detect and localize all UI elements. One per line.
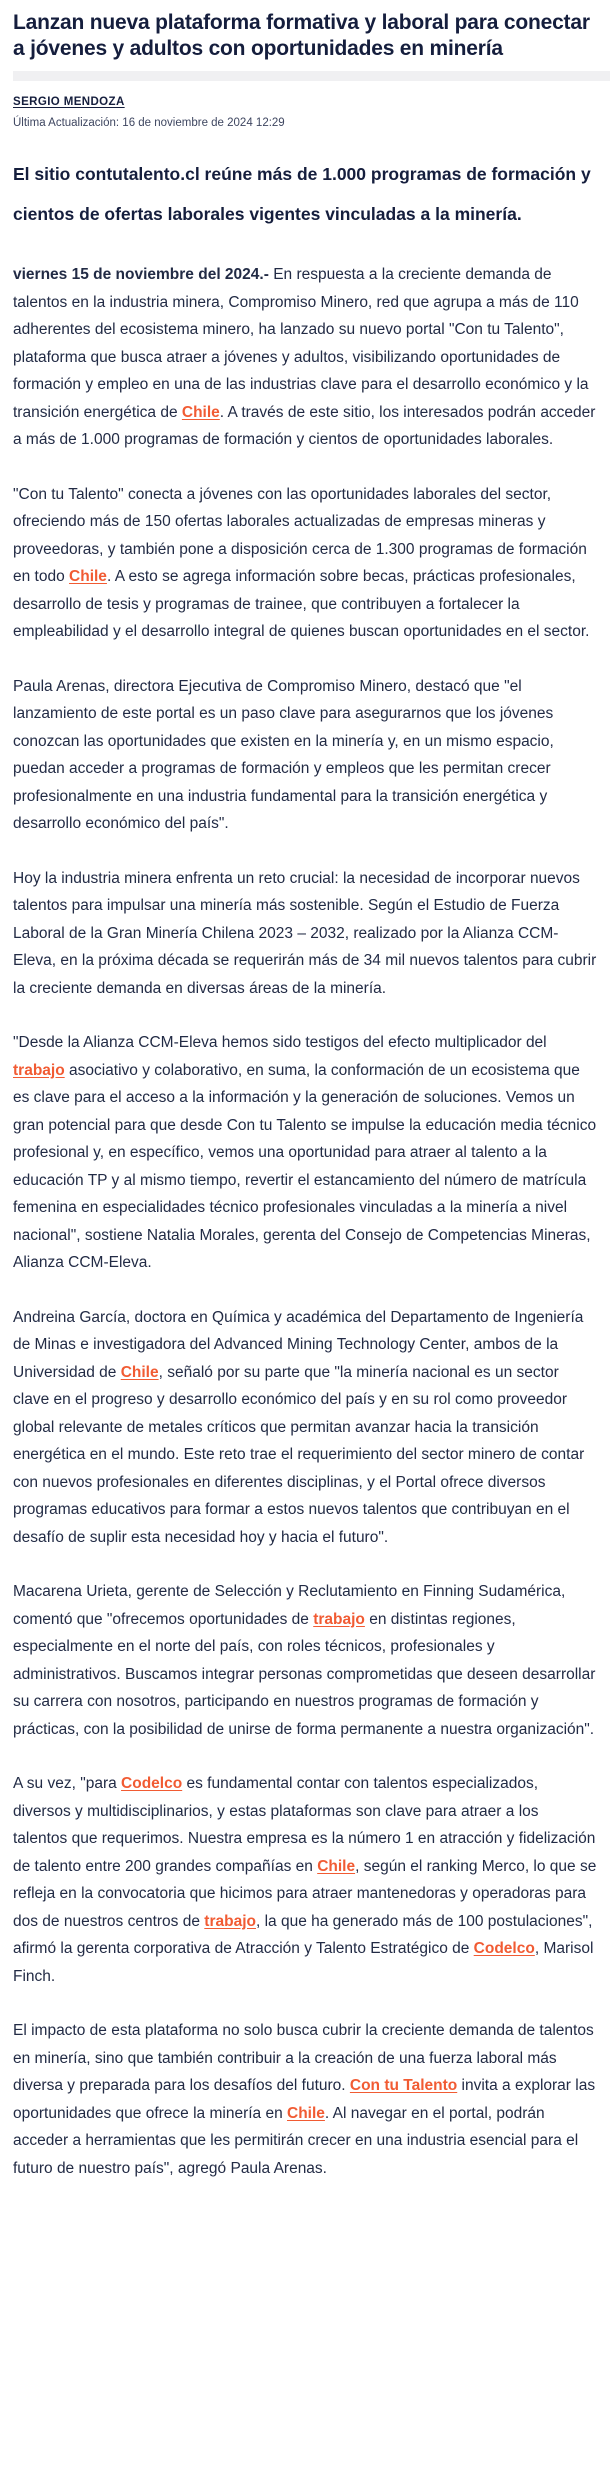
inline-link[interactable]: Con tu Talento: [349, 2077, 458, 2094]
article-paragraph: [13, 1578, 597, 1743]
body-text: "Con tu Talento" conecta a jóvenes con las oportunidades laborales del sector, ofreciendo más de 150 ofertas laborales actualizadas de empresas mineras y proveedoras, y también pone a disposición cerca de 1.300 programas de formación en todo: [13, 485, 587, 585]
divider-bar: [13, 71, 610, 81]
inline-link[interactable]: Chile: [69, 568, 107, 585]
updated-timestamp: Última Actualización: 16 de noviembre de 2024 12:29: [13, 117, 285, 129]
article-paragraph: [13, 481, 597, 646]
body-text: Paula Arenas, directora Ejecutiva de Compromiso Minero, destacó que "el lanzamiento de este portal es un paso clave para asegurarnos que los jóvenes conozcan las oportunidades que existen en la minería y, en un mismo espacio, puedan acceder a programas de formación y empleos que les permitan crecer profesionalmente en una industria fundamental para la transición energética y desarrollo económico del país".: [13, 677, 554, 832]
inline-link[interactable]: trabajo: [204, 1912, 256, 1930]
bold-text: viernes 15 de noviembre del 2024.-: [13, 266, 269, 283]
article-title: Lanzan nueva plataforma formativa y laboral para conectar a jóvenes y adultos con oportunidades en minería: [13, 11, 590, 60]
article-paragraph: [13, 1029, 597, 1277]
body-text: Andreina García, doctora en Química y académica del Departamento de Ingeniería de Minas e investigadora del Advanced Mining Technology Center, ambos de la Universidad de: [13, 1308, 584, 1381]
body-text: Macarena Urieta, gerente de Selección y Reclutamiento en Finning Sudamérica, comentó que "ofrecemos oportunidades de: [13, 1583, 566, 1628]
body-text: En respuesta a la creciente demanda de talentos en la industria minera, Compromiso Minero, red que agrupa a más de 110 adherentes del ecosistema minero, ha lanzado su nuevo portal "Con tu Talento", plataforma que busca atraer a jóvenes y adultos, visibilizando oportunidades de formación y empleo en una de las industrias clave para el desarrollo económico y la transición energética de: [13, 266, 589, 421]
body-text: A su vez, "para: [13, 1775, 122, 1792]
inline-link[interactable]: Codelco: [473, 1940, 535, 1957]
inline-link[interactable]: Chile: [120, 1363, 159, 1381]
body-text: invita a explorar las oportunidades que ofrece la minería en: [13, 2077, 596, 2122]
article-paragraph: [13, 673, 597, 838]
body-text: , según el ranking Merco, lo que se refleja en la convocatoria que hicimos para atraer mantenedoras y operadoras para dos de nuestros centros de: [13, 1857, 597, 1930]
inline-link[interactable]: Chile: [287, 2104, 325, 2122]
author-link[interactable]: SERGIO MENDOZA: [13, 96, 125, 108]
inline-link[interactable]: Codelco: [121, 1775, 183, 1792]
body-text: Hoy la industria minera enfrenta un reto crucial: la necesidad de incorporar nuevos talentos para impulsar una minería más sostenible. Según el Estudio de Fuerza Laboral de la Gran Minería Chilena 2023 – 2032, realizado por la Alianza CCM- Eleva, en la próxima década se requerirán más de 34 mil nuevos talentos para cubrir la creciente demanda en diversas áreas de la minería.: [13, 869, 597, 997]
body-text: es fundamental contar con talentos especializados, diversos y multidisciplinarios, y estas plataformas son clave para atraer a los talentos que requerimos. Nuestra empresa es la número 1 en atracción y fidelización de talento entre 200 grandes compañías en: [13, 1775, 596, 1875]
article-paragraph: [13, 1770, 597, 1990]
body-text: . A esto se agrega información sobre becas, prácticas profesionales, desarrollo de tesis y programas de trainee, que contribuyen a fortalecer la empleabilidad y el desarrollo integral de quienes buscan oportunidades en el sector.: [13, 568, 590, 640]
inline-link[interactable]: trabajo: [13, 1061, 65, 1079]
article-paragraph: [13, 865, 597, 1003]
article-paragraph: [13, 261, 597, 454]
article-paragraph: [13, 2017, 597, 2182]
body-text: , Marisol Finch.: [13, 1940, 594, 1985]
inline-link[interactable]: trabajo: [313, 1610, 365, 1628]
body-text: . A través de este sitio, los interesados podrán acceder a más de 1.000 programas de formación y cientos de oportunidades laborales.: [13, 403, 596, 448]
body-text: , señaló por su parte que "la minería nacional es un sector clave en el progreso y desarrollo económico del país y en su rol como proveedor global relevante de metales críticos que permitan avanzar hacia la transición energética en el mundo. Este reto trae el requerimiento del sector minero de contar con nuevos profesionales en diferentes disciplinas, y el Portal ofrece diversos programas educativos para formar a estos nuevos talentos que contribuyan en el desafío de suplir esta necesidad hoy y hacia el futuro".: [13, 1363, 585, 1546]
inline-link[interactable]: Chile: [317, 1857, 356, 1875]
body-text: asociativo y colaborativo, en suma, la conformación de un ecosistema que es clave para el acceso a la información y la generación de soluciones. Vemos un gran potencial para que desde Con tu Talento se impulse la educación media técnico profesional y, en específico, vemos una oportunidad para atraer al talento a la educación TP y al mismo tiempo, revertir el estancamiento del número de matrícula femenina en especialidades técnico profesionales vinculadas a la minería a nivel nacional", sostiene Natalia Morales, gerenta del Consejo de Competencias Mineras, Alianza CCM-Eleva.: [13, 1061, 597, 1271]
body-text: , la que ha generado más de 100 postulaciones", afirmó la gerenta corporativa de Atracción y Talento Estratégico de: [13, 1912, 593, 1957]
article-lede: El sitio contutalento.cl reúne más de 1.000 programas de formación y cientos de ofertas laborales vigentes vinculadas a la minería.: [13, 164, 591, 224]
body-text: en distintas regiones, especialmente en el norte del país, con roles técnicos, profesionales y administrativos. Buscamos integrar personas comprometidas que deseen desarrollar su carrera con nosotros, participando en nuestros programas de formación y prácticas, con la posibilidad de unirse de forma permanente a nuestra organización".: [13, 1610, 596, 1738]
article-body: [13, 261, 597, 2182]
body-text: El impacto de esta plataforma no solo busca cubrir la creciente demanda de talentos en minería, sino que también contribuir a la creación de una fuerza laboral más diversa y preparada para los desafíos del futuro.: [13, 2022, 594, 2094]
body-text: . Al navegar en el portal, podrán acceder a herramientas que les permitirán crecer en una industria esencial para el futuro de nuestro país", agregó Paula Arenas.: [13, 2104, 579, 2177]
inline-link[interactable]: Chile: [181, 403, 220, 421]
article-paragraph: [13, 1304, 597, 1552]
body-text: "Desde la Alianza CCM-Eleva hemos sido testigos del efecto multiplicador del: [13, 1034, 547, 1051]
